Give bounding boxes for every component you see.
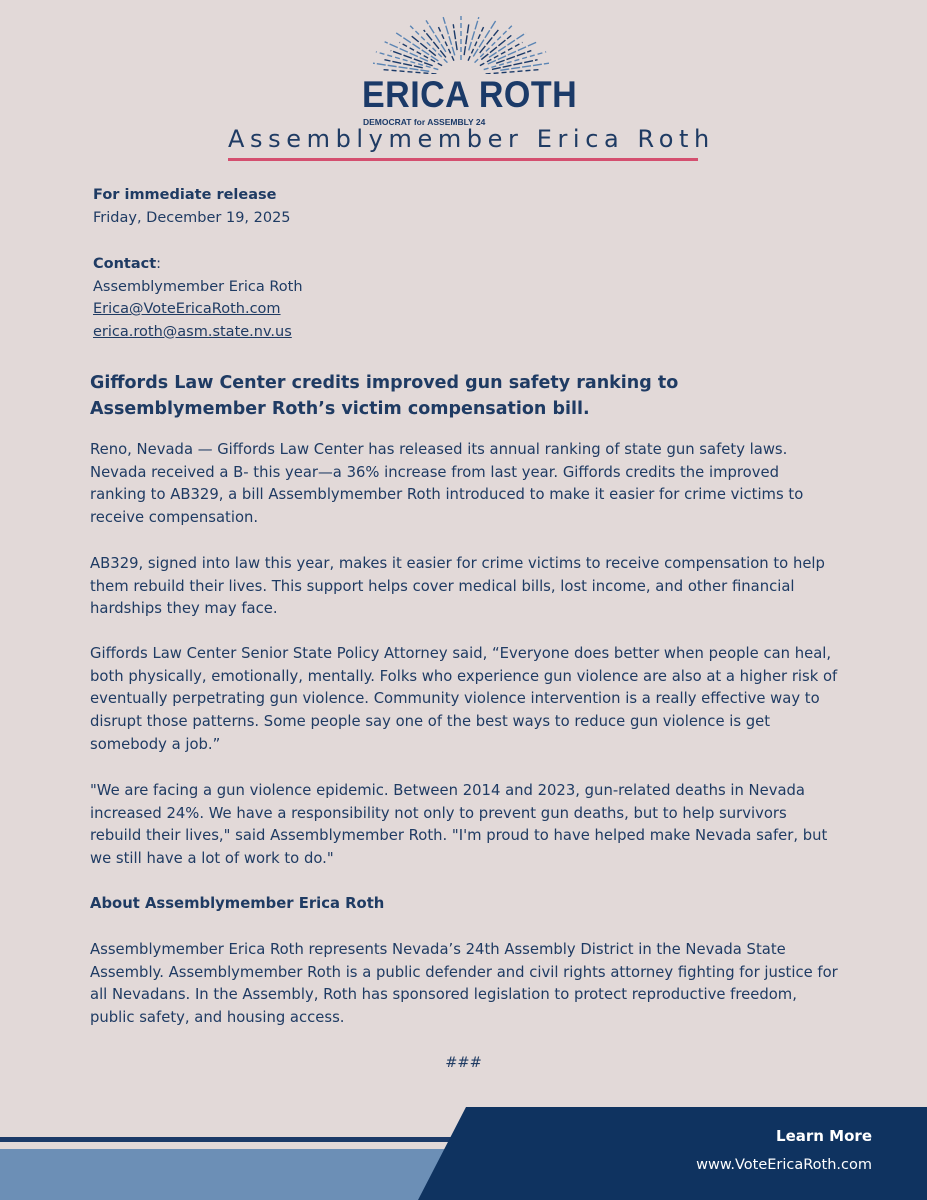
contact-label: Contact [93, 256, 157, 272]
end-mark: ### [445, 1055, 482, 1071]
official-email-link[interactable]: erica.roth@asm.state.nv.us [93, 323, 292, 340]
sunburst-ray [489, 33, 526, 57]
website-link[interactable]: www.VoteEricaRoth.com [696, 1157, 872, 1173]
sunburst-ray [384, 60, 422, 68]
release-label: For immediate release [93, 187, 277, 203]
campaign-logo [355, 14, 578, 127]
paragraph-ab329: AB329, signed into law this year, makes it easier for crime victims to receive compensation to help them rebuild their lives. This support helps cover medical bills, lost income, and other financial hardships they may face. [90, 555, 825, 618]
learn-more-label: Learn More [776, 1127, 872, 1145]
sunburst-ray [464, 24, 469, 55]
press-release-title: Giffords Law Center credits improved gun safety ranking to Assemblymember Roth’s victim compensation bill. [90, 373, 679, 419]
release-info [93, 184, 291, 229]
footer-band-light [0, 1149, 460, 1200]
footer-banner [0, 1100, 927, 1200]
about-paragraph: Assemblymember Erica Roth represents Nevada’s 24th Assembly District in the Nevada State Assembly. Assemblymember Roth is a public defender and civil rights attorney fighting for justice for all Nevadans. In the Assembly, Roth has sponsored legislation to protect reproductive freedom, public safety, and housing access. [90, 941, 838, 1027]
heading-divider [228, 158, 698, 161]
footer-stripe-dark [0, 1137, 460, 1142]
sunburst-icon [373, 14, 549, 74]
logo-subtitle: DEMOCRAT for ASSEMBLY 24 [363, 117, 486, 127]
contact-name: Assemblymember Erica Roth [93, 278, 303, 295]
sunburst-ray [469, 17, 479, 50]
sunburst-ray [410, 26, 447, 63]
sunburst-ray [453, 24, 457, 50]
paragraph-intro: Reno, Nevada — Giffords Law Center has released its annual ranking of state gun safety laws. Nevada received a B- this year—a 36% increase from last year. Giffords credits the improved ranking to AB329, a bill Assemblymember Roth introduced to make it easier for crime victims to receive compensation. [90, 441, 804, 527]
contact-colon: : [156, 256, 162, 272]
paragraph-quote-roth: "We are facing a gun violence epidemic. Between 2014 and 2023, gun-related deaths in Nevada increased 24%. We have a responsibility not only to prevent gun deaths, but to help survivors rebuild their lives," said Assemblymember Roth. "I'm proud to have helped make Nevada safer, but we still have a lot of work to do." [90, 782, 828, 868]
logo-name: ERICA ROTH [362, 74, 578, 115]
sunburst-ray [475, 26, 512, 63]
page-heading: Assemblymember Erica Roth [228, 125, 715, 153]
release-date: Friday, December 19, 2025 [93, 209, 291, 226]
paragraph-quote-giffords: Giffords Law Center Senior State Policy Attorney said, “Everyone does better when people can heal, both physically, emotionally, mentally. Folks who experience gun violence are also at a higher risk of eventually perpetrating gun violence. Community violence intervention is a really effective way to disrupt those patterns. Some people say one of the best ways to reduce gun violence is get somebody a job.” [90, 645, 838, 753]
contact-block [93, 253, 303, 343]
about-heading: About Assemblymember Erica Roth [90, 895, 385, 912]
campaign-email-link[interactable]: Erica@VoteEricaRoth.com [93, 301, 281, 317]
